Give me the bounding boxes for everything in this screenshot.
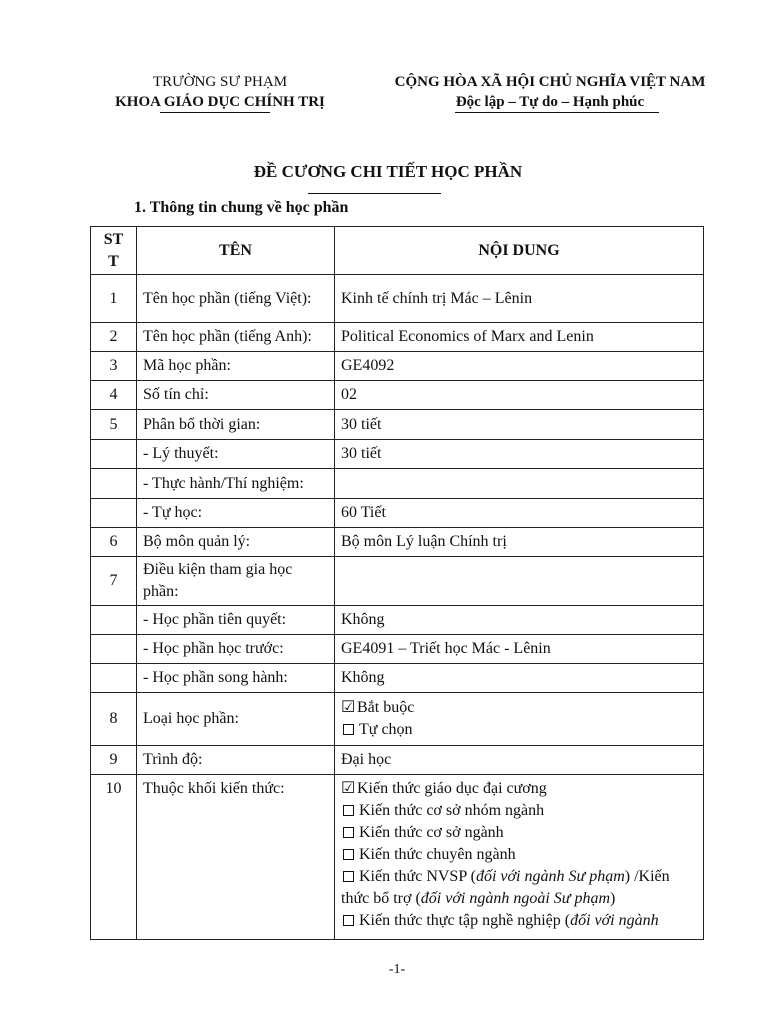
row-stt: 1 [91, 275, 137, 323]
row-stt: 3 [91, 352, 137, 381]
name-header: TÊN [137, 227, 335, 275]
course-type-options [335, 693, 704, 746]
option-label: ) [610, 890, 616, 907]
content-header: NỘI DUNG [335, 227, 704, 275]
option-label: Kiến thức cơ sở nhóm ngành [359, 802, 545, 819]
national-title: CỘNG HÒA XÃ HỘI CHỦ NGHĨA VIỆT NAM [394, 74, 706, 90]
row-value: 02 [335, 381, 704, 410]
table-row [91, 557, 704, 606]
row-stt: 7 [91, 557, 137, 606]
row-stt [91, 440, 137, 469]
unchecked-checkbox-icon [343, 827, 354, 838]
row-name: Phân bổ thời gian: [137, 410, 335, 440]
row-name: Tên học phần (tiếng Anh): [137, 323, 335, 352]
row-stt: 2 [91, 323, 137, 352]
row-name: Tên học phần (tiếng Việt): [137, 275, 335, 323]
course-type-option [341, 697, 697, 719]
option-label: ) /Kiến thức bổ trợ ( [341, 868, 670, 907]
document-title: ĐỀ CƯƠNG CHI TIẾT HỌC PHẦN [253, 162, 523, 181]
section-heading: 1. Thông tin chung về học phần [134, 199, 349, 216]
title-underline [308, 193, 441, 194]
faculty-name: KHOA GIÁO DỤC CHÍNH TRỊ [115, 94, 325, 110]
school-header [100, 72, 340, 112]
checked-checkbox-icon: ☑ [341, 699, 356, 716]
row-value: Bộ môn Lý luận Chính trị [335, 528, 704, 557]
row-value [335, 557, 704, 606]
row-stt [91, 635, 137, 664]
row-value: 30 tiết [335, 410, 704, 440]
table-row [91, 499, 704, 528]
school-name: TRƯỜNG SƯ PHẠM [152, 74, 288, 90]
row-stt [91, 499, 137, 528]
table-row [91, 693, 704, 746]
table-row [91, 528, 704, 557]
table-row [91, 440, 704, 469]
row-name: - Học phần học trước: [137, 635, 335, 664]
row-name: - Học phần tiên quyết: [137, 606, 335, 635]
row-value: 30 tiết [335, 440, 704, 469]
table-row [91, 469, 704, 499]
option-label: Bắt buộc [357, 699, 415, 716]
row-name: Điều kiện tham gia học phần: [137, 557, 335, 606]
option-note: đối với ngành [570, 912, 659, 929]
knowledge-option [341, 844, 697, 866]
table-header-row [91, 227, 704, 275]
row-name: - Thực hành/Thí nghiệm: [137, 469, 335, 499]
unchecked-checkbox-icon [343, 724, 354, 735]
row-stt [91, 469, 137, 499]
unchecked-checkbox-icon [343, 849, 354, 860]
course-info-table [90, 226, 704, 940]
row-name: Trình độ: [137, 746, 335, 775]
unchecked-checkbox-icon [343, 871, 354, 882]
row-value: Không [335, 664, 704, 693]
table-row [91, 410, 704, 440]
table-row [91, 275, 704, 323]
row-stt: 5 [91, 410, 137, 440]
row-value: GE4092 [335, 352, 704, 381]
row-name: Thuộc khối kiến thức: [137, 775, 335, 940]
knowledge-option-nvsp [341, 866, 697, 910]
table-row [91, 381, 704, 410]
row-stt: 4 [91, 381, 137, 410]
knowledge-option [341, 778, 697, 800]
table-row [91, 606, 704, 635]
row-name: Bộ môn quản lý: [137, 528, 335, 557]
row-name: - Học phần song hành: [137, 664, 335, 693]
faculty-underline [160, 112, 270, 113]
row-stt: 10 [91, 775, 137, 940]
unchecked-checkbox-icon [343, 805, 354, 816]
unchecked-checkbox-icon [343, 915, 354, 926]
row-stt [91, 606, 137, 635]
row-stt: 9 [91, 746, 137, 775]
option-label: Tự chọn [359, 721, 413, 738]
table-row [91, 635, 704, 664]
option-label: Kiến thức NVSP ( [359, 868, 476, 885]
table-row [91, 746, 704, 775]
row-value: GE4091 – Triết học Mác - Lênin [335, 635, 704, 664]
option-label: Kiến thức giáo dục đại cương [357, 780, 547, 797]
knowledge-block-options [335, 775, 704, 940]
row-value [335, 469, 704, 499]
knowledge-option-internship [341, 910, 697, 932]
row-value: Kinh tế chính trị Mác – Lênin [335, 275, 704, 323]
motto-underline [455, 112, 659, 113]
table-row [91, 352, 704, 381]
table-row [91, 775, 704, 940]
row-name: - Lý thuyết: [137, 440, 335, 469]
row-value: 60 Tiết [335, 499, 704, 528]
page-number: -1- [388, 962, 406, 977]
table-row [91, 323, 704, 352]
row-stt [91, 664, 137, 693]
row-name: Số tín chỉ: [137, 381, 335, 410]
row-value: Political Economics of Marx and Lenin [335, 323, 704, 352]
row-value: Đại học [335, 746, 704, 775]
row-name: Mã học phần: [137, 352, 335, 381]
option-note: đối với ngành Sư phạm [475, 868, 625, 885]
stt-header-line1: ST [103, 230, 124, 248]
row-stt: 8 [91, 693, 137, 746]
row-stt: 6 [91, 528, 137, 557]
course-type-option [341, 719, 697, 741]
stt-header-line2: T [108, 252, 119, 270]
national-header [388, 72, 712, 112]
row-value: Không [335, 606, 704, 635]
national-motto: Độc lập – Tự do – Hạnh phúc [455, 94, 645, 110]
knowledge-option [341, 822, 697, 844]
option-label: Kiến thức cơ sở ngành [359, 824, 504, 841]
option-label: Kiến thức thực tập nghề nghiệp ( [359, 912, 571, 929]
stt-header [91, 227, 137, 275]
row-name: Loại học phần: [137, 693, 335, 746]
table-row [91, 664, 704, 693]
knowledge-option [341, 800, 697, 822]
checked-checkbox-icon: ☑ [341, 780, 356, 797]
row-name: - Tự học: [137, 499, 335, 528]
option-label: Kiến thức chuyên ngành [359, 846, 516, 863]
option-note: đối với ngành ngoài Sư phạm [420, 890, 611, 907]
